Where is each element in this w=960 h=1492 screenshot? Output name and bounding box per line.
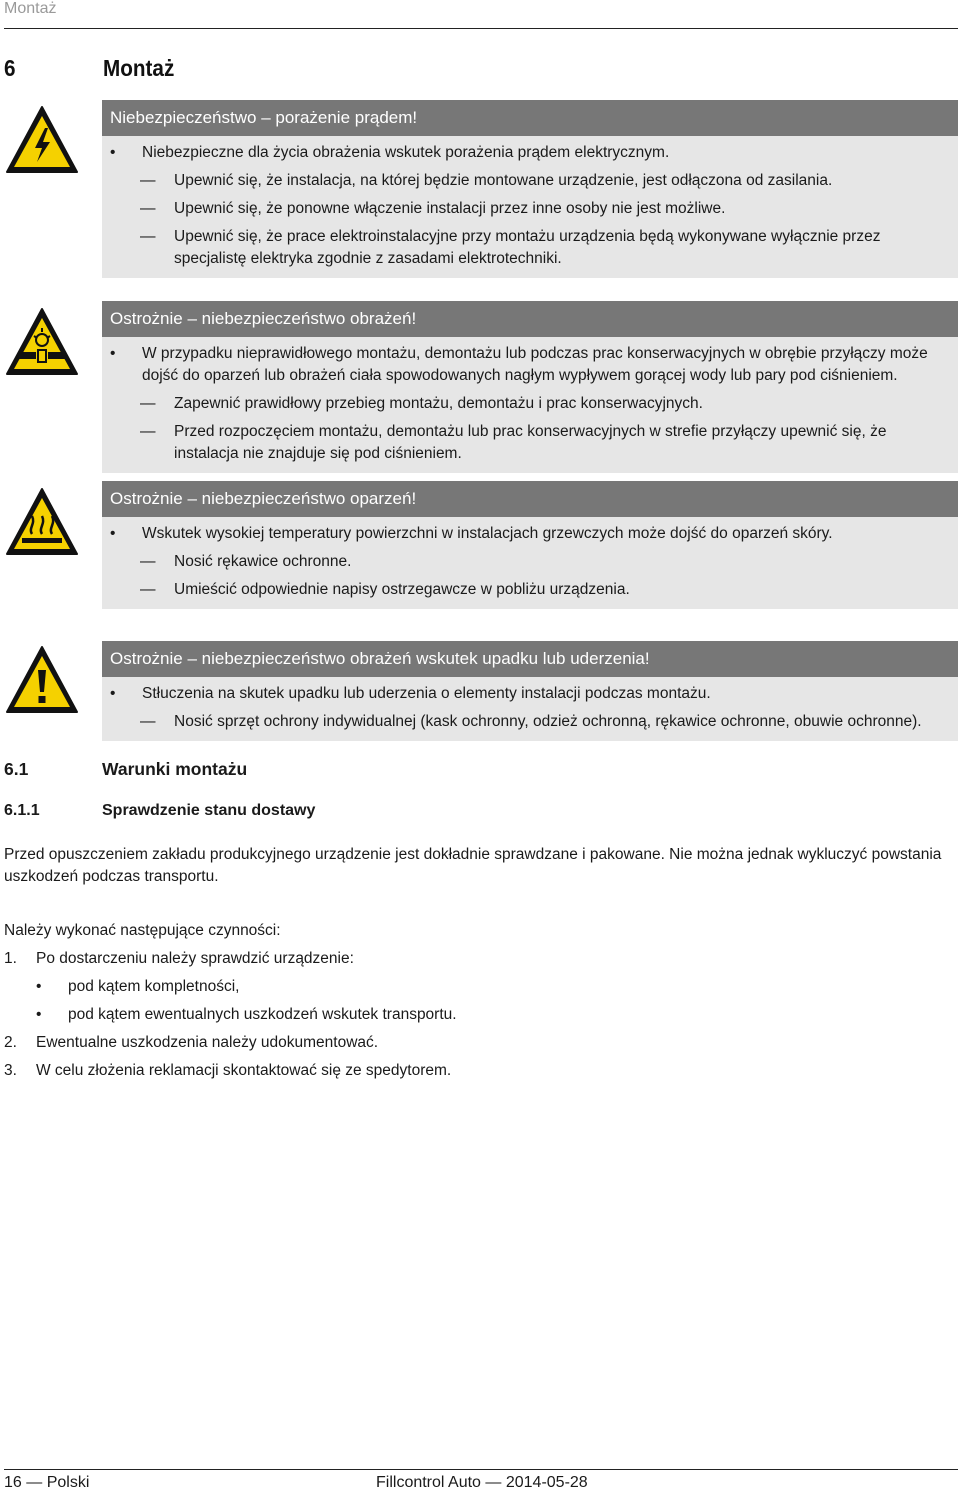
general-warning-icon xyxy=(4,644,80,716)
warning-dash-item: — Umieścić odpowiednie napisy ostrzegawcze w pobliżu urządzenia. xyxy=(102,579,950,601)
warning-body xyxy=(102,517,958,609)
running-header: Montaż xyxy=(4,0,57,17)
bullet-marker: • xyxy=(36,978,42,995)
page-number: 16 xyxy=(4,1474,22,1491)
warning-box-electric xyxy=(102,100,958,278)
header-rule xyxy=(4,28,958,29)
warning-dash-item: — Upewnić się, że prace elektroinstalacyjne przy montażu urządzenia będą wykonywane wyłącznie przez specjalistę elektryka zgodnie z zasadami elektrotechniki. xyxy=(102,226,950,270)
electric-shock-warning-icon xyxy=(4,104,80,176)
warning-bullet: • Niebezpieczne dla życia obrażenia wskutek porażenia prądem elektrycznym. xyxy=(102,142,950,164)
steps-intro: Należy wykonać następujące czynności: xyxy=(4,922,281,939)
warning-dash-item: — Zapewnić prawidłowy przebieg montażu, demontażu i prac konserwacyjnych. xyxy=(102,393,950,415)
pressure-burst-warning-icon xyxy=(4,306,80,378)
step-sub-item xyxy=(36,1006,457,1024)
footer-product: Fillcontrol Auto xyxy=(376,1474,481,1491)
subsection-number: 6.1.1 xyxy=(4,802,40,819)
footer-page-info xyxy=(4,1474,89,1492)
step-item xyxy=(4,950,354,968)
chapter-number: 6 xyxy=(4,55,16,81)
warning-dash-item: — Upewnić się, że ponowne włączenie instalacji przez inne osoby nie jest możliwe. xyxy=(102,198,950,220)
footer-product-info xyxy=(376,1474,588,1492)
warning-box-burns xyxy=(102,481,958,609)
section-title: Warunki montażu xyxy=(102,759,248,779)
warning-dash-item: — Nosić rękawice ochronne. xyxy=(102,551,950,573)
bullet-marker: • xyxy=(36,1006,42,1023)
warning-bullet: • Stłuczenia na skutek upadku lub uderzenia o elementy instalacji podczas montażu. xyxy=(102,683,950,705)
warning-dash-item: — Przed rozpoczęciem montażu, demontażu lub prac konserwacyjnych w strefie przyłączy upewnić się, że instalacja nie znajduje się pod ciśnieniem. xyxy=(102,421,950,465)
step-sub-item xyxy=(36,978,239,996)
section-number: 6.1 xyxy=(4,759,29,779)
warning-dash-item: — Upewnić się, że instalacja, na której będzie montowane urządzenie, jest odłączona od zasilania. xyxy=(102,170,950,192)
warning-title: Ostrożnie – niebezpieczeństwo obrażeń wskutek upadku lub uderzenia! xyxy=(102,641,958,677)
hot-surface-warning-icon xyxy=(4,486,80,558)
warning-box-fall xyxy=(102,641,958,741)
chapter-title xyxy=(4,55,174,82)
warning-title: Niebezpieczeństwo – porażenie prądem! xyxy=(102,100,958,136)
chapter-title-text: Montaż xyxy=(103,55,175,81)
step-item xyxy=(4,1034,378,1052)
footer-separator: — xyxy=(485,1474,502,1491)
warning-body xyxy=(102,337,958,473)
step-item xyxy=(4,1062,451,1080)
warning-title: Ostrożnie – niebezpieczeństwo obrażeń! xyxy=(102,301,958,337)
step-text: W celu złożenia reklamacji skontaktować się ze spedytorem. xyxy=(36,1062,452,1079)
warning-title: Ostrożnie – niebezpieczeństwo oparzeń! xyxy=(102,481,958,517)
step-text: Ewentualne uszkodzenia należy udokumentować. xyxy=(36,1034,379,1051)
subsection-title: Sprawdzenie stanu dostawy xyxy=(102,802,316,819)
warning-body xyxy=(102,136,958,278)
footer-language: Polski xyxy=(46,1474,90,1491)
footer-separator: — xyxy=(26,1474,43,1491)
intro-paragraph: Przed opuszczeniem zakładu produkcyjnego urządzenie jest dokładnie sprawdzane i pakowane. Nie można jednak wykluczyć powstania uszkodzeń podczas transportu. xyxy=(4,846,942,885)
step-number: 1. xyxy=(4,950,17,967)
step-text: Po dostarczeniu należy sprawdzić urządzenie: xyxy=(36,950,354,967)
warning-bullet: • W przypadku nieprawidłowego montażu, demontażu lub podczas prac konserwacyjnych w obrębie przyłączy może dojść do oparzeń lub obrażeń ciała spowodowanych nagłym wypływem gorącej wody lub pary pod ciśnieniem. xyxy=(102,343,950,387)
footer-rule xyxy=(4,1469,958,1470)
footer-date: 2014-05-28 xyxy=(505,1474,588,1491)
step-number: 3. xyxy=(4,1062,17,1079)
warning-bullet: • Wskutek wysokiej temperatury powierzchni w instalacjach grzewczych może dojść do oparzeń skóry. xyxy=(102,523,950,545)
section-heading xyxy=(4,759,247,780)
step-sub-text: pod kątem kompletności, xyxy=(68,978,240,995)
step-sub-text: pod kątem ewentualnych uszkodzeń wskutek transportu. xyxy=(68,1006,457,1023)
warning-dash-item: — Nosić sprzęt ochrony indywidualnej (kask ochronny, odzież ochronną, rękawice ochronne, obuwie ochronne). xyxy=(102,711,950,733)
warning-box-injury xyxy=(102,301,958,473)
subsection-heading xyxy=(4,802,315,820)
step-number: 2. xyxy=(4,1034,17,1051)
warning-body xyxy=(102,677,958,741)
